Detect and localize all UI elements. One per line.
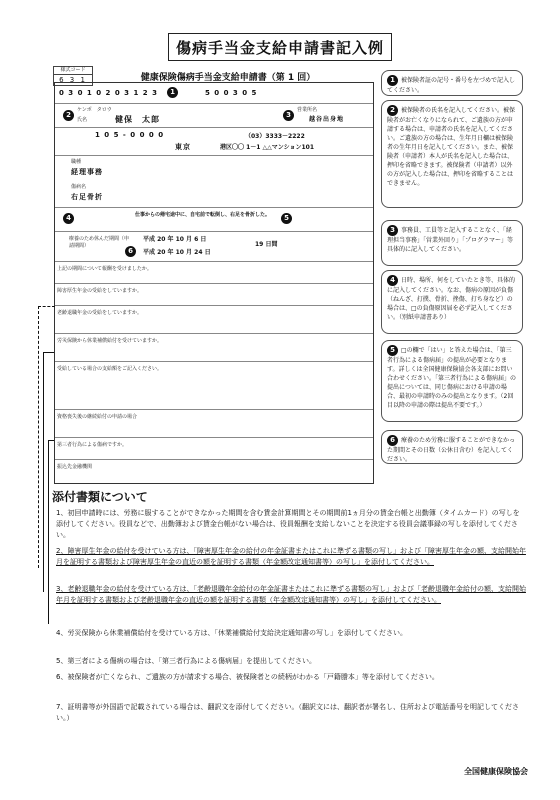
callout-1-marker: 1 — [167, 87, 178, 98]
period-to: 平成 20 年 10 月 24 日 — [143, 249, 211, 256]
form-title: 健康保険傷病手当金支給申請書（第 1 回） — [140, 73, 316, 83]
connector-dashed — [38, 306, 39, 568]
attachment-item-3-text: 3、老齢退職年金の給付を受けている方は、「老齢退職年金給付の年金証書またはこれに準ずる書類の写し」および「老齢退職年金給付の額、支給開始年月を証明する書類および老齢退職年金の直近の額を証明する書類（年金額改定通知書等）の写し」を添付してください。 — [56, 585, 526, 604]
cause-text: 仕事からの帰宅途中に、自宅前で転倒し、右足を骨折した。 — [135, 212, 271, 218]
callout-3-marker: 3 — [283, 110, 294, 121]
callout-6-marker: 6 — [125, 246, 136, 257]
question-5: 受給している場合の支給額をご記入ください。 — [57, 366, 163, 372]
form-code-label: 様式コード — [54, 67, 92, 75]
connector-line-1-top — [43, 352, 54, 353]
bank-row — [55, 459, 373, 483]
attachment-item-1: 1、初回申請時には、労務に服することができなかった期間を含む賃金計算期間とその期間前1ヵ月分の賃金台帳と出勤簿（タイムカード）の写しを添付してください。役員などで、出勤簿および賃金台帳がない場合は、役員報酬を支給しないことを決定する役員会議事録の写しを添付してください。 — [56, 509, 520, 539]
note-2 — [381, 100, 523, 208]
name-label: 氏名 — [77, 117, 88, 123]
attachment-item-2 — [56, 546, 526, 568]
office-label: 営業所名 — [297, 107, 318, 113]
question-7: 第三者行為による傷病ですか。 — [57, 442, 128, 448]
address-row — [55, 127, 373, 156]
attachment-item-6: 6、被保険者が亡くなられ、ご遺族の方が請求する場合、被保険者との続柄がわかる「戸籍謄本」等を添付してください。 — [56, 673, 439, 681]
question-row-5 — [55, 361, 373, 410]
note-5 — [381, 340, 523, 422]
insured-number-value: 0 3 0 1 0 2 0 3 1 2 3 — [59, 89, 158, 97]
attachment-item-2-text: 2、障害厚生年金の給付を受けている方は、「障害厚生年金の給付の年金証書またはこれに準ずる書類の写し」および「障害厚生年金の額、支給開始年月を証明する書類および障害厚生年金の直近の額を証明する書類（年金額改定通知書等）の写し」を添付してください。 — [56, 547, 526, 566]
bank-label: 振込先金融機関 — [57, 464, 93, 470]
note-6 — [381, 430, 523, 464]
note-4 — [381, 270, 523, 334]
period-label: 療養のため休んだ期間（申請期間） — [69, 236, 130, 249]
attachment-item-7: 7、証明書等が外国語で記載されている場合は、翻訳文を添付してください。（翻訳文には、翻訳者が署名し、住所および電話番号を明記してください。） — [56, 703, 519, 722]
note-3-text: 事務員、工員等と記入することなく、「経理担当事務」「営業外回り」「プログラマー」等具体的に記入してください。 — [387, 227, 514, 253]
connector-line-2 — [48, 440, 49, 624]
period-days: 19 日間 — [255, 241, 278, 248]
address-detail: 港区〇〇 1－1 △△マンション101 — [220, 144, 315, 151]
question-row-7 — [55, 437, 373, 460]
office-value: 越谷出身地 — [309, 116, 345, 123]
occupation-label: 職種 — [71, 159, 82, 165]
note-3 — [381, 220, 523, 266]
question-row-6 — [55, 409, 373, 438]
question-row-4 — [55, 333, 373, 362]
question-2: 障害厚生年金の受給をしていますか。 — [57, 288, 143, 294]
connector-line-1 — [43, 352, 44, 592]
occupation-value: 経理事務 — [71, 168, 103, 176]
note-6-text: 療養のため労務に服することができなかった期間とその日数（公休日含む）を記入してください。 — [387, 437, 516, 463]
attachments-title: 添付書類について — [52, 490, 148, 504]
callout-2-marker: 2 — [63, 110, 74, 121]
note-1-number: 1 — [387, 75, 398, 86]
callout-5-marker: 5 — [281, 213, 292, 224]
cause-row — [55, 207, 373, 232]
name-kana: ケンポ タロウ — [77, 107, 112, 113]
illness-value: 右足骨折 — [71, 193, 103, 201]
page-title: 傷病手当金支給申請書記入例 — [168, 33, 392, 61]
application-form — [54, 82, 374, 484]
note-2-number: 2 — [387, 105, 398, 116]
name-row — [55, 103, 373, 128]
occupation-illness-row — [55, 155, 373, 208]
note-2-text: 被保険者の氏名を記入してください。被保険者がお亡くなりになられて、ご遺族の方が申請する場合は、申請者の氏名を記入してください。ご遺族の方の場合は、生年月日欄は被保険者の生年月日を記入してください。また、被保険者（申請者）本人が氏名を記入した場合は、押印を省略できます。被保険者（申請者）以外の方が記入した場合は、押印を省略することはできません。 — [387, 107, 516, 187]
question-row-1 — [55, 261, 373, 284]
attachment-item-3 — [56, 584, 526, 606]
birth-date-value: 5 0 0 3 0 5 — [205, 89, 258, 97]
note-6-number: 6 — [387, 435, 398, 446]
postal-code: 1 0 5 - 0 0 0 0 — [95, 131, 165, 139]
attachment-item-4: 4、労災保険から休業補償給付を受けている方は、「休業補償給付支給決定通知書の写し」を添付してください。 — [56, 629, 407, 637]
note-1 — [381, 70, 523, 96]
note-3-number: 3 — [387, 225, 398, 236]
illness-label: 傷病名 — [71, 184, 87, 190]
connector-dashed-top — [38, 306, 55, 307]
connector-line-2-top — [48, 440, 54, 441]
insured-number-row — [55, 83, 373, 104]
name-value: 健保 太郎 — [115, 115, 160, 124]
attachment-item-5: 5、第三者による傷病の場合は、「第三者行為による傷病届」を提出してください。 — [56, 657, 316, 665]
period-row — [55, 231, 373, 262]
footer-organization: 全国健康保険協会 — [464, 767, 528, 776]
phone-number: （03）3333－2222 — [245, 133, 305, 140]
note-4-text: 日時、場所、何をしていたとき等、具体的に記入してください。なお、傷病の原因が負傷（ねんざ、打撲、骨折、挫傷、打ち身など）の場合は、□の負傷原因届を必ず記入してください。（別紙申請書あり） — [387, 277, 516, 321]
callout-4-marker: 4 — [63, 213, 74, 224]
question-3: 老齢退職年金の受給をしていますか。 — [57, 310, 143, 316]
note-5-number: 5 — [387, 345, 398, 356]
question-1: 上記の期間について報酬を受けましたか。 — [57, 266, 152, 272]
question-4: 労災保険から休業補償給付を受けていますか。 — [57, 338, 163, 344]
form-code-value: 6 3 1 — [59, 76, 87, 84]
question-row-2 — [55, 283, 373, 306]
question-6: 資格喪失後の継続給付の申請の場合 — [57, 414, 138, 420]
period-from: 平成 20 年 10 月 6 日 — [143, 236, 207, 243]
question-row-3 — [55, 305, 373, 334]
note-1-text: 被保険者証の記号・番号を左づめで記入してください。 — [387, 77, 516, 94]
note-4-number: 4 — [387, 275, 398, 286]
address-prefecture: 東京 — [175, 143, 191, 151]
note-5-text: □の欄で「はい」と答えた場合は、「第三者行為による傷病届」の提出が必要となります。詳しくは全国健康保険協会各支部にお問い合わせください。「第三者行為による傷病届」の提出については、同じ傷病における申請の場合、最初の申請時のみの提出となります。（2回目以降の申請の際は提出不要です。） — [387, 347, 517, 409]
